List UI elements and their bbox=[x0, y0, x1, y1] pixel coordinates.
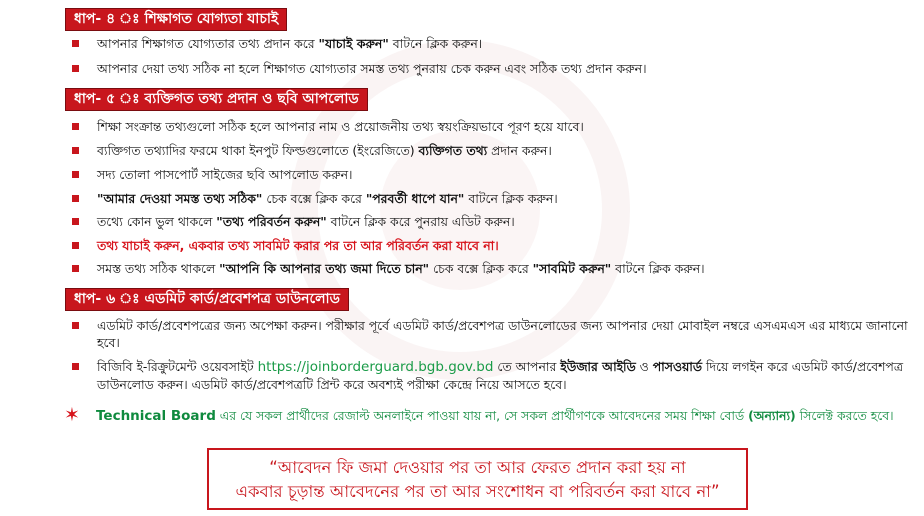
star-icon: ✶ bbox=[64, 404, 80, 426]
notice-line-1: “আবেদন ফি জমা দেওয়ার পর তা আর ফেরত প্রদান করা হয় না bbox=[269, 458, 686, 477]
bullet-icon bbox=[72, 171, 79, 178]
list-item: এডমিট কার্ড/প্রবেশপত্রের জন্য অপেক্ষা করুন। পরীক্ষার পূর্বে এডমিট কার্ড/প্রবেশপত্র ডাউনলোডের জন্য আপনার দেয়া মোবাইল নম্বরে এসএমএস এর মাধ্যমে জানানো হবে। bbox=[72, 317, 912, 351]
bullet-icon bbox=[72, 195, 79, 202]
section6-heading: ধাপ- ৬ ঃ এডমিট কার্ড/প্রবেশপত্র ডাউনলোড bbox=[65, 288, 349, 311]
bullet-icon bbox=[72, 242, 79, 249]
list-item: শিক্ষা সংক্রান্ত তথ্যগুলো সঠিক হলে আপনার নাম ও প্রয়োজনীয় তথ্য স্বয়ংক্রিয়ভাবে পূরণ হয়ে যাবে। bbox=[72, 118, 584, 135]
bullet-icon bbox=[72, 265, 79, 272]
notice-box bbox=[207, 448, 748, 510]
bullet-icon bbox=[72, 218, 79, 225]
section5-heading: ধাপ- ৫ ঃ ব্যক্তিগত তথ্য প্রদান ও ছবি আপলোড bbox=[65, 88, 368, 111]
website-link[interactable]: https://joinborderguard.bgb.gov.bd bbox=[257, 359, 494, 375]
bullet-icon bbox=[72, 147, 79, 154]
list-item: তথ্যে কোন ভুল থাকলে "তথ্য পরিবর্তন করুন" বাটনে ক্লিক করে পুনরায় এডিট করুন। bbox=[72, 213, 515, 230]
notice-line-2: একবার চূড়ান্ত আবেদনের পর তা আর সংশোধন বা পরিবর্তন করা যাবে না” bbox=[235, 482, 720, 501]
list-item: সদ্য তোলা পাসপোর্ট সাইজের ছবি আপলোড করুন। bbox=[72, 166, 352, 183]
list-item-warning: তথ্য যাচাই করুন, একবার তথ্য সাবমিট করার পর তা আর পরিবর্তন করা যাবে না। bbox=[72, 237, 499, 254]
list-item: সমস্ত তথ্য সঠিক থাকলে "আপনি কি আপনার তথ্য জমা দিতে চান" চেক বক্সে ক্লিক করে "সাবমিট করুন" বাটনে ক্লিক করুন। bbox=[72, 260, 705, 277]
bullet-icon bbox=[72, 40, 79, 47]
list-item: "আমার দেওয়া সমস্ত তথ্য সঠিক" চেক বক্সে ক্লিক করে "পরবর্তী ধাপে যান" বাটনে ক্লিক করুন। bbox=[72, 190, 558, 207]
technical-board-note: Technical Board এর যে সকল প্রার্থীদের রেজাল্ট অনলাইনে পাওয়া যায় না, সে সকল প্রার্থীগণকে আবেদনের সময় শিক্ষা বোর্ড (অন্যান্য) সিলেক্ট করতে হবে। bbox=[96, 408, 894, 424]
section4-heading: ধাপ- ৪ ঃ শিক্ষাগত যোগ্যতা যাচাই bbox=[65, 8, 287, 31]
bullet-icon bbox=[72, 322, 79, 329]
list-item: বিজিবি ই-রিক্রুটমেন্ট ওয়েবসাইট https://joinborderguard.bgb.gov.bd তে আপনার ইউজার আইডি ও পাসওয়ার্ড দিয়ে লগইন করে এডমিট কার্ড/প্রবেশপত্র ডাউনলোড করুন। এডমিট কার্ড/প্রবেশপত্রটি প্রিন্ট করে অবশ্যই পরীক্ষা কেন্দ্রে নিয়ে আসতে হবে। bbox=[72, 358, 912, 393]
bullet-icon bbox=[72, 123, 79, 130]
list-item: আপনার দেয়া তথ্য সঠিক না হলে শিক্ষাগত যোগ্যতার সমস্ত তথ্য পুনরায় চেক করুন এবং সঠিক তথ্য প্রদান করুন। bbox=[72, 60, 647, 77]
list-item: আপনার শিক্ষাগত যোগ্যতার তথ্য প্রদান করে "যাচাই করুন" বাটনে ক্লিক করুন। bbox=[72, 35, 482, 52]
list-item: ব্যক্তিগত তথ্যাদির ফরমে থাকা ইনপুট ফিল্ডগুলোতে (ইংরেজিতে) ব্যক্তিগত তথ্য প্রদান করুন। bbox=[72, 142, 552, 159]
bullet-icon bbox=[72, 363, 79, 370]
bullet-icon bbox=[72, 65, 79, 72]
